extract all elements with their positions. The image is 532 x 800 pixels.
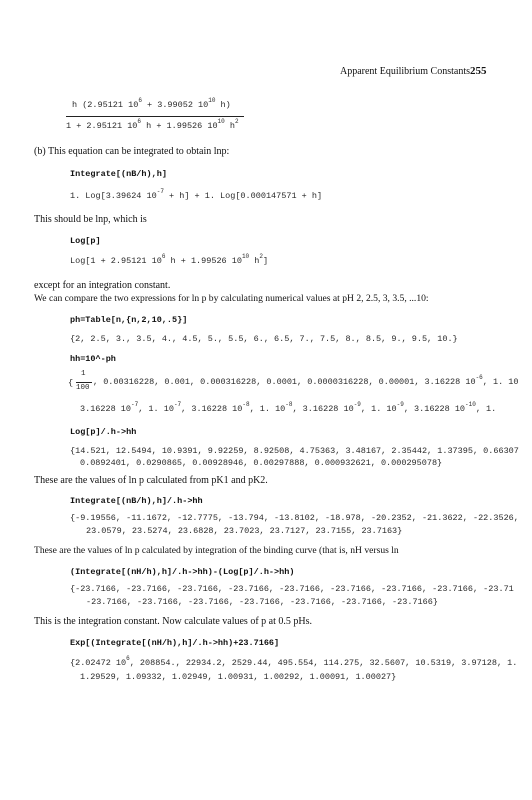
paragraph-lnp: This should be lnp, which is <box>34 214 147 225</box>
running-title: Apparent Equilibrium Constants <box>340 66 470 77</box>
output-hh-frac-bar <box>76 382 92 383</box>
paragraph-except: except for an integration constant. <box>34 280 171 291</box>
input-ph: ph=Table[n,{n,2,10,.5}] <box>70 315 188 325</box>
input-logp-h: Log[p]/.h->hh <box>70 427 137 437</box>
input-logp: Log[p] <box>70 236 101 246</box>
input-integrate-h: Integrate[(nB/h),h]/.h->hh <box>70 496 203 506</box>
output-hh-frac-den: 100 <box>76 384 90 392</box>
output-integrate: 1. Log[3.39624 $10^{-7} + h] + 1$. Log[0.000147571 + h] <box>70 188 323 201</box>
output-logp-h-line-2: 0.0892401, 0.0290865, 0.00928946, 0.00297888, 0.000932621, 0.000295078} <box>80 458 443 468</box>
fraction-numerator: h (2.95121 $10^6 + 3.99052$ $10^{10}$ h) <box>72 97 231 110</box>
input-difference: (Integrate[(nH/h),h]/.h->hh)-(Log[p]/.h->hh) <box>70 567 295 577</box>
input-integrate: Integrate[(nB/h),h] <box>70 169 167 179</box>
paragraph-pk: These are the values of ln p calculated from pK1 and pK2. <box>34 475 268 486</box>
output-hh-frac-num: 1 <box>81 370 86 378</box>
output-logp: Log[1 + 2.95121 $10^6$ h + 1.99526 $10^{10}$ $h^2$] <box>70 253 269 266</box>
fraction-denominator: 1 + 2.95121 $10^6$ h + 1.99526 $10^{10}$ $h^2$ <box>66 118 239 131</box>
paragraph-b: (b) This equation can be integrated to obtain lnp: <box>34 146 230 157</box>
output-logp-h-line-1: {14.521, 12.5494, 10.9391, 9.92259, 8.92508, 4.75363, 3.48167, 2.35442, 1.37395, 0.66307 <box>70 446 519 456</box>
output-exp-line-1: {2.02472 $10^6$, 208854., 22934.2, 2529.44, 495.554, 114.275, 32.5607, 10.5319, 3.97128, 1. <box>70 655 518 668</box>
output-ph: {2, 2.5, 3., 3.5, 4., 4.5, 5., 5.5, 6., 6.5, 7., 7.5, 8., 8.5, 9., 9.5, 10.} <box>70 334 458 344</box>
output-difference-line-2: -23.7166, -23.7166, -23.7166, -23.7166, -23.7166, -23.7166, -23.7166} <box>86 597 438 607</box>
page-number: 255 <box>470 65 487 77</box>
output-integrate-h-line-1: {-9.19556, -11.1672, -12.7775, -13.794, -13.8102, -18.978, -20.2352, -21.3622, -22.3526, <box>70 513 519 523</box>
output-hh-line-2: 3.16228 $10^{-7}$, 1. $10^{-7}$, 3.16228 $10^{-8}$, 1. $10^{-8}$, 3.16228 $10^{-9}$, 1. $10^{-9}$, 3.16228 $10^{-10}$, 1. <box>80 401 497 414</box>
output-hh-fraction-open: { <box>68 378 74 388</box>
paragraph-constant: This is the integration constant. Now calculate values of p at 0.5 pHs. <box>34 616 312 627</box>
output-difference-line-1: {-23.7166, -23.7166, -23.7166, -23.7166, -23.7166, -23.7166, -23.7166, -23.7166, -23.71 <box>70 584 514 594</box>
output-hh-line-1: , 0.00316228, 0.001, 0.000316228, 0.0001, 0.0000316228, 0.00001, 3.16228 $10^{-6}$, 1. 10 <box>93 374 519 387</box>
output-exp-line-2: 1.29529, 1.09332, 1.02949, 1.00931, 1.00292, 1.00091, 1.00027} <box>80 672 397 682</box>
paragraph-binding: These are the values of ln p calculated by integration of the binding curve (that is, nH versus ln <box>34 545 399 556</box>
input-exp: Exp[(Integrate[(nH/h),h]/.h->hh)+23.7166] <box>70 638 280 648</box>
fraction-bar <box>66 116 244 117</box>
input-hh: hh=10^-ph <box>70 354 116 364</box>
paragraph-compare: We can compare the two expressions for ln p by calculating numerical values at pH 2, 2.5, 3, 3.5, ...10: <box>34 293 429 304</box>
output-integrate-h-line-2: 23.0579, 23.5274, 23.6828, 23.7023, 23.7127, 23.7155, 23.7163} <box>86 526 403 536</box>
